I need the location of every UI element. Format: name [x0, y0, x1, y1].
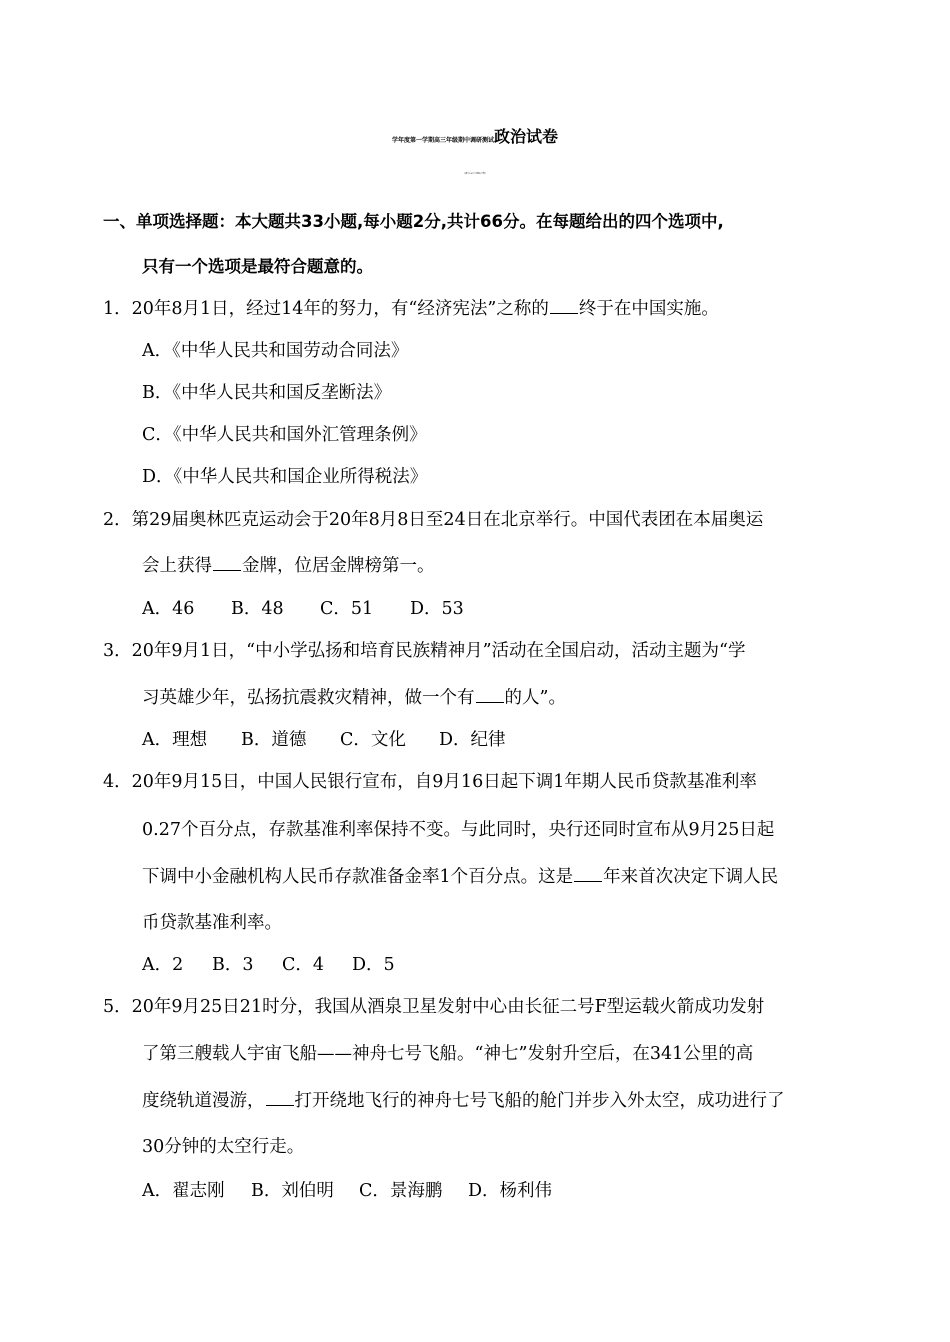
question-1-option-d: D．《中华人民共和国企业所得税法》 — [142, 467, 428, 487]
question-4-line4: 币贷款基准利率。 — [142, 913, 282, 933]
question-5-option-a: A．翟志刚 — [142, 1181, 225, 1201]
question-2-option-a: A．46 — [142, 599, 195, 619]
answer-blank — [266, 1091, 294, 1106]
question-3-option-d: D．纪律 — [439, 730, 506, 750]
question-2-option-c: C．51 — [320, 599, 374, 619]
question-1-option-a: A．《中华人民共和国劳动合同法》 — [142, 341, 409, 361]
question-3-option-b: B．道德 — [241, 730, 307, 750]
question-5-option-b: B．刘伯明 — [251, 1181, 334, 1201]
question-4-line1: 4．20年9月15日，中国人民银行宣布，自9月16日起下调1年期人民币贷款基准利率 — [103, 772, 757, 792]
question-4-option-a: A．2 — [142, 955, 184, 975]
question-4-line2: 0.27个百分点，存款基准利率保持不变。与此同时，央行还同时宣布从9月25日起 — [142, 820, 775, 840]
question-4-option-d: D．5 — [352, 955, 395, 975]
question-5-line2: 了第三艘载人宇宙飞船——神舟七号飞船。“神七”发射升空后，在341公里的高 — [142, 1044, 754, 1064]
title-subject: 政治试卷 — [494, 127, 559, 146]
answer-blank — [550, 299, 578, 314]
question-5-line4: 30分钟的太空行走。 — [142, 1137, 305, 1157]
answer-blank — [574, 867, 602, 882]
section-heading-line2: 只有一个选项是最符合题意的。 — [142, 257, 373, 276]
question-3-option-c: C．文化 — [340, 730, 406, 750]
question-1-option-b: B．《中华人民共和国反垄断法》 — [142, 383, 392, 403]
page-subtitle: （满分120分 时间0分钟） — [463, 173, 487, 175]
question-3-line2: 习英雄少年，弘扬抗震救灾精神，做一个有 的人”。 — [142, 688, 566, 708]
question-2-line1: 2．第29届奥林匹克运动会于20年8月8日至24日在北京举行。中国代表团在本届奥运 — [103, 510, 764, 530]
question-4-option-c: C．4 — [282, 955, 325, 975]
question-2-line2: 会上获得 金牌，位居金牌榜第一。 — [142, 556, 435, 576]
question-5-line1: 5．20年9月25日21时分，我国从酒泉卫星发射中心由长征二号F型运载火箭成功发射 — [103, 997, 765, 1017]
page-title — [0, 124, 950, 147]
answer-blank — [213, 556, 241, 571]
question-1-text: 1．20年8月1日，经过14年的努力，有“经济宪法”之称的 终于在中国实施。 — [103, 299, 719, 319]
question-2-option-b: B．48 — [231, 599, 284, 619]
title-main: 学年度第一学期高三年级期中调研测试 — [391, 137, 494, 144]
question-5-option-c: C．景海鹏 — [359, 1181, 443, 1201]
question-2-option-d: D．53 — [410, 599, 464, 619]
question-4-line3: 下调中小金融机构人民币存款准备金率1个百分点。这是 年来首次决定下调人民 — [142, 867, 779, 887]
question-4-option-b: B．3 — [212, 955, 254, 975]
section-heading-line1: 一、单项选择题：本大题共33小题,每小题2分,共计66分。在每题给出的四个选项中, — [103, 212, 724, 231]
question-3-option-a: A．理想 — [142, 730, 208, 750]
question-1-option-c: C．《中华人民共和国外汇管理条例》 — [142, 425, 427, 445]
question-3-line1: 3．20年9月1日，“中小学弘扬和培育民族精神月”活动在全国启动，活动主题为“学 — [103, 641, 746, 661]
answer-blank — [476, 688, 504, 703]
question-5-option-d: D．杨利伟 — [468, 1181, 553, 1201]
question-5-line3: 度绕轨道漫游， 打开绕地飞行的神舟七号飞船的舱门并步入外太空，成功进行了 — [142, 1091, 785, 1111]
